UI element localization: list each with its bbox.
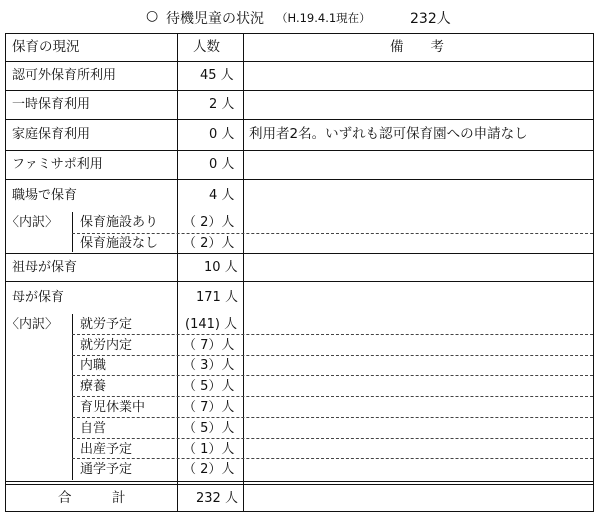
sub-label-haha-1: 就労予定 xyxy=(80,317,133,332)
row-label-katei: 家庭保育利用 xyxy=(12,127,91,142)
title-total: 232人 xyxy=(410,11,451,27)
sub-label-haha-8: 通学予定 xyxy=(80,462,133,477)
sub-label-haha-2: 就労内定 xyxy=(80,338,133,353)
row-count-ninka-gai: 45 人 xyxy=(200,68,234,83)
sub-label-haha-7: 出産予定 xyxy=(80,442,133,457)
row-label-ninka-gai: 認可外保育所利用 xyxy=(12,68,117,83)
row-label-haha: 母が保育 xyxy=(12,290,65,305)
row-count-famisapo: 0 人 xyxy=(209,157,235,172)
sub-label-haha-6: 自営 xyxy=(80,421,107,436)
row-label-ichiji: 一時保育利用 xyxy=(12,97,91,112)
row-label-famisapo: ファミサポ利用 xyxy=(12,157,103,172)
sub-count-haha-2: （ 7）人 xyxy=(183,338,235,353)
total-label: 合 計 xyxy=(58,490,126,506)
title-date: （H.19.4.1現在） xyxy=(276,11,371,25)
row-label-sobo: 祖母が保育 xyxy=(12,260,78,275)
sub-label-haha-4: 療養 xyxy=(80,379,107,394)
sub-count-haha-4: （ 5）人 xyxy=(183,379,235,394)
row-remark-katei: 利用者2名。いずれも認可保育園への申請なし xyxy=(249,126,528,142)
breakdown-label-haha: 〈内訳〉 xyxy=(6,317,59,332)
title-bullet: ○ xyxy=(146,8,159,24)
sub-count-shokuba-1: （ 2）人 xyxy=(183,215,235,230)
row-count-shokuba: 4 人 xyxy=(209,188,235,203)
sub-label-shokuba-1: 保育施設あり xyxy=(80,215,159,230)
sub-count-haha-6: （ 5）人 xyxy=(183,421,235,436)
row-label-shokuba: 職場で保育 xyxy=(12,188,78,203)
sub-count-shokuba-2: （ 2）人 xyxy=(183,236,235,251)
row-count-haha: 171 人 xyxy=(196,290,238,305)
sub-label-haha-3: 内職 xyxy=(80,358,107,373)
header-count: 人数 xyxy=(193,39,220,55)
sub-count-haha-7: （ 1）人 xyxy=(183,442,235,457)
row-count-katei: 0 人 xyxy=(209,127,235,142)
sub-count-haha-3: （ 3）人 xyxy=(183,358,235,373)
total-count: 232 人 xyxy=(196,491,238,506)
sub-label-shokuba-2: 保育施設なし xyxy=(80,236,159,251)
row-count-ichiji: 2 人 xyxy=(209,97,235,112)
breakdown-label-shokuba: 〈内訳〉 xyxy=(6,215,59,230)
row-count-sobo: 10 人 xyxy=(204,260,238,275)
sub-count-haha-5: （ 7）人 xyxy=(183,400,235,415)
sub-count-haha-8: （ 2）人 xyxy=(183,462,235,477)
header-status: 保育の現況 xyxy=(12,39,80,55)
sub-label-haha-5: 育児休業中 xyxy=(80,400,146,415)
page-title: 待機児童の状況 xyxy=(166,11,264,27)
sub-count-haha-1: (141) 人 xyxy=(185,317,238,332)
header-remarks: 備 考 xyxy=(390,39,444,55)
